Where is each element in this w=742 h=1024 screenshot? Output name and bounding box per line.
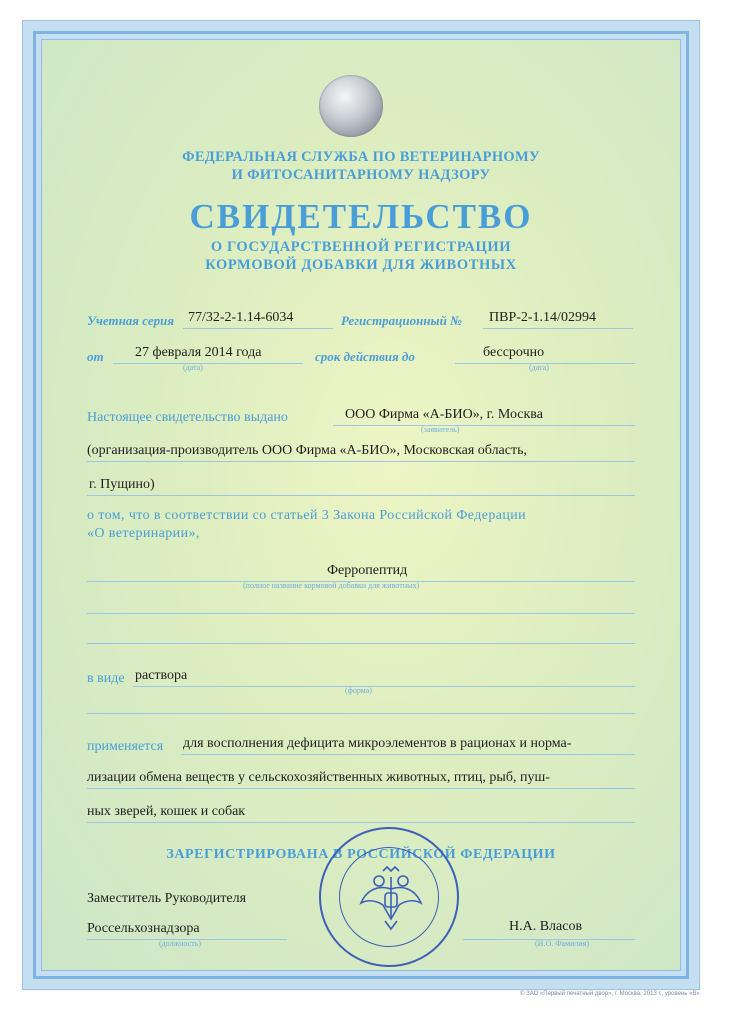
series-label: Учетная серия bbox=[87, 313, 175, 328]
signatory-name: Н.А. Власов bbox=[509, 919, 583, 934]
printer-imprint: © ЗАО «Первый печатный двор», г. Москва, 2013 г., уровень «В» bbox=[520, 991, 700, 997]
product-name-hint: (полное название кормовой добавки для животных) bbox=[243, 581, 420, 590]
applicant-rule bbox=[333, 425, 635, 426]
product-rule3 bbox=[87, 643, 635, 644]
usage-line2: лизации обмена веществ у сельскохозяйственных животных, птиц, рыб, пуш- bbox=[87, 770, 550, 785]
product-name: Ферропептид bbox=[327, 563, 408, 578]
hologram-seal-icon bbox=[319, 75, 383, 137]
reg-number-value: ПВР-2-1.14/02994 bbox=[489, 310, 596, 325]
date-hint: (дата) bbox=[183, 363, 203, 372]
validity-label: срок действия до bbox=[315, 349, 415, 364]
issued-label: Настоящее свидетельство выдано bbox=[87, 410, 288, 425]
manufacturer-rule1 bbox=[87, 461, 635, 462]
form-rule2 bbox=[87, 713, 635, 714]
form-rule bbox=[133, 686, 635, 687]
signatory-name-hint: (И.О. Фамилия) bbox=[535, 939, 590, 948]
subtitle-line1: О ГОСУДАРСТВЕННОЙ РЕГИСТРАЦИИ bbox=[210, 239, 512, 255]
manufacturer-line1: (организация-производитель ООО Фирма «А-БИО», Московская область, bbox=[87, 443, 527, 458]
reg-number-rule bbox=[483, 328, 633, 329]
date-rule bbox=[113, 363, 303, 364]
position-line2: Россельхознадзора bbox=[87, 921, 200, 936]
product-rule2 bbox=[87, 613, 635, 614]
usage-line1: для восполнения дефицита микроэлементов в рационах и норма- bbox=[183, 736, 572, 751]
law-line2: «О ветеринарии», bbox=[87, 526, 200, 541]
form-value: раствора bbox=[135, 668, 188, 683]
date-value: 27 февраля 2014 года bbox=[135, 345, 262, 360]
applicant-value: ООО Фирма «А-БИО», г. Москва bbox=[345, 407, 543, 422]
applicant-hint: (заявитель) bbox=[421, 425, 460, 434]
validity-hint: (дата) bbox=[529, 363, 549, 372]
law-line1: о том, что в соответствии со статьей 3 Закона Российской Федерации bbox=[87, 508, 527, 523]
manufacturer-rule2 bbox=[87, 495, 635, 496]
usage-rule2 bbox=[87, 788, 635, 789]
series-rule bbox=[183, 328, 333, 329]
usage-line3: ных зверей, кошек и собак bbox=[87, 804, 246, 819]
position-line1: Заместитель Руководителя bbox=[87, 891, 247, 906]
usage-rule1 bbox=[181, 754, 635, 755]
agency-name-line2: И ФИТОСАНИТАРНОМУ НАДЗОРУ bbox=[231, 167, 491, 183]
from-label: от bbox=[87, 349, 104, 364]
series-value: 77/32-2-1.14-6034 bbox=[188, 310, 294, 325]
validity-value: бессрочно bbox=[483, 345, 545, 360]
usage-label: применяется bbox=[87, 739, 164, 754]
subtitle-line2: КОРМОВОЙ ДОБАВКИ ДЛЯ ЖИВОТНЫХ bbox=[205, 257, 517, 273]
usage-rule3 bbox=[87, 822, 635, 823]
certificate-sheet bbox=[22, 20, 700, 990]
agency-name-line1: ФЕДЕРАЛЬНАЯ СЛУЖБА ПО ВЕТЕРИНАРНОМУ bbox=[182, 149, 540, 165]
form-label: в виде bbox=[87, 671, 125, 686]
official-stamp-icon bbox=[319, 827, 459, 967]
registered-statement: ЗАРЕГИСТРИРОВАНА В РОССИЙСКОЙ ФЕДЕРАЦИИ bbox=[166, 847, 556, 862]
reg-number-label: Регистрационный № bbox=[341, 313, 462, 328]
certificate-title: СВИДЕТЕЛЬСТВО bbox=[189, 197, 533, 236]
position-hint: (должность) bbox=[159, 939, 201, 948]
form-hint: (форма) bbox=[345, 686, 372, 695]
manufacturer-line2: г. Пущино) bbox=[89, 477, 155, 492]
double-headed-eagle-icon bbox=[351, 859, 431, 939]
